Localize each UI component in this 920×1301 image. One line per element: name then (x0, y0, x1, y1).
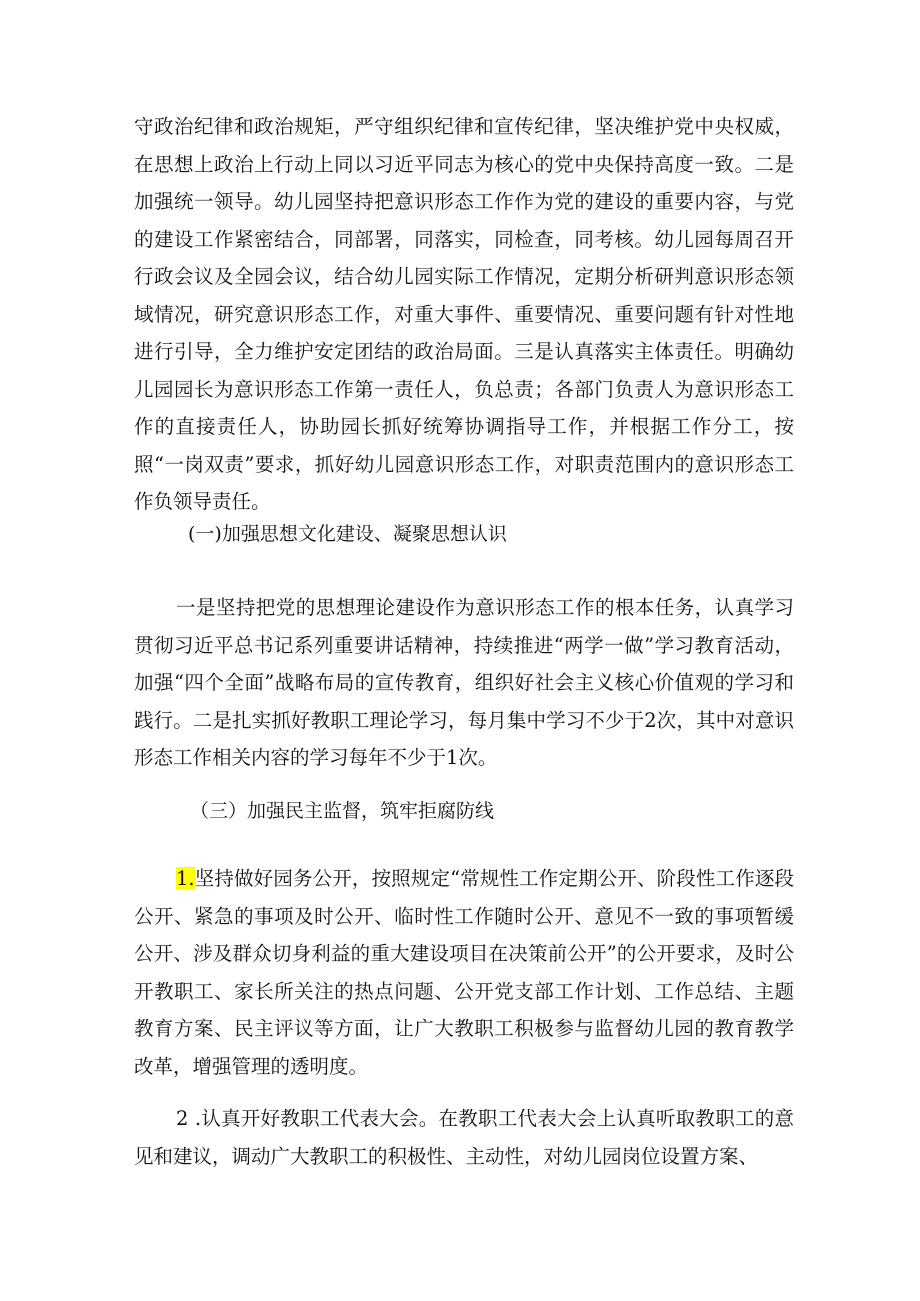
highlighted-item-number: 1. (176, 867, 195, 890)
body-paragraph-1: 守政治纪律和政治规矩，严守组织纪律和宣传纪律，坚决维护党中央权威，在思想上政治上行动上同以习近平同志为核心的党中央保持高度一致。二是加强统一领导。幼儿园坚持把意识形态工作作为党的建设的重要内容，与党的建设工作紧密结合，同部署，同落实，同检查，同考核。幼儿园每周召开行政会议及全园会议，结合幼儿园实际工作情况，定期分析研判意识形态领域情况，研究意识形态工作，对重大事件、重要情况、重要问题有针对性地进行引导，全力维护安定团结的政治局面。三是认真落实主体责任。明确幼儿园园长为意识形态工作第一责任人，负总责；各部门负责人为意识形态工作的直接责任人，协助园长抓好统筹协调指导工作，并根据工作分工，按照“一岗双责”要求，抓好幼儿园意识形态工作，对职责范围内的意识形态工作负领导责任。 (134, 115, 794, 513)
body-paragraph-3-text: 坚持做好园务公开，按照规定“常规性工作定期公开、阶段性工作逐段公开、紧急的事项及时公开、临时性工作随时公开、意见不一致的事项暂缓公开、涉及群众切身利益的重大建设项目在决策前公开”的公开要求，及时公开教职工、家长所关注的热点问题、公开党支部工作计划、工作总结、主题教育方案、民主评议等方面，让广大教职工积极参与监督幼儿园的教育教学改革，增强管理的透明度。 (134, 867, 794, 1078)
body-paragraph-2: 一是坚持把党的思想理论建设作为意识形态工作的根本任务，认真学习贯彻习近平总书记系列重要讲话精神，持续推进“两学一做”学习教育活动，加强“四个全面”战略布局的宣传教育，组织好社会主义核心价值观的学习和践行。二是扎实抓好教职工理论学习，每月集中学习不少于2次，其中对意识形态工作相关内容的学习每年不少于1次。 (134, 596, 794, 769)
section-heading-1: (一)加强思想文化建设、凝聚思想认识 (188, 523, 507, 545)
body-paragraph-3 (134, 860, 794, 1085)
section-heading-3: （三）加强民主监督，筑牢拒腐防线 (190, 800, 495, 822)
body-paragraph-4: 2 .认真开好教职工代表大会。在教职工代表大会上认真听取教职工的意见和建议，调动广大教职工的积极性、主动性，对幼儿园岗位设置方案、 (134, 1107, 794, 1168)
